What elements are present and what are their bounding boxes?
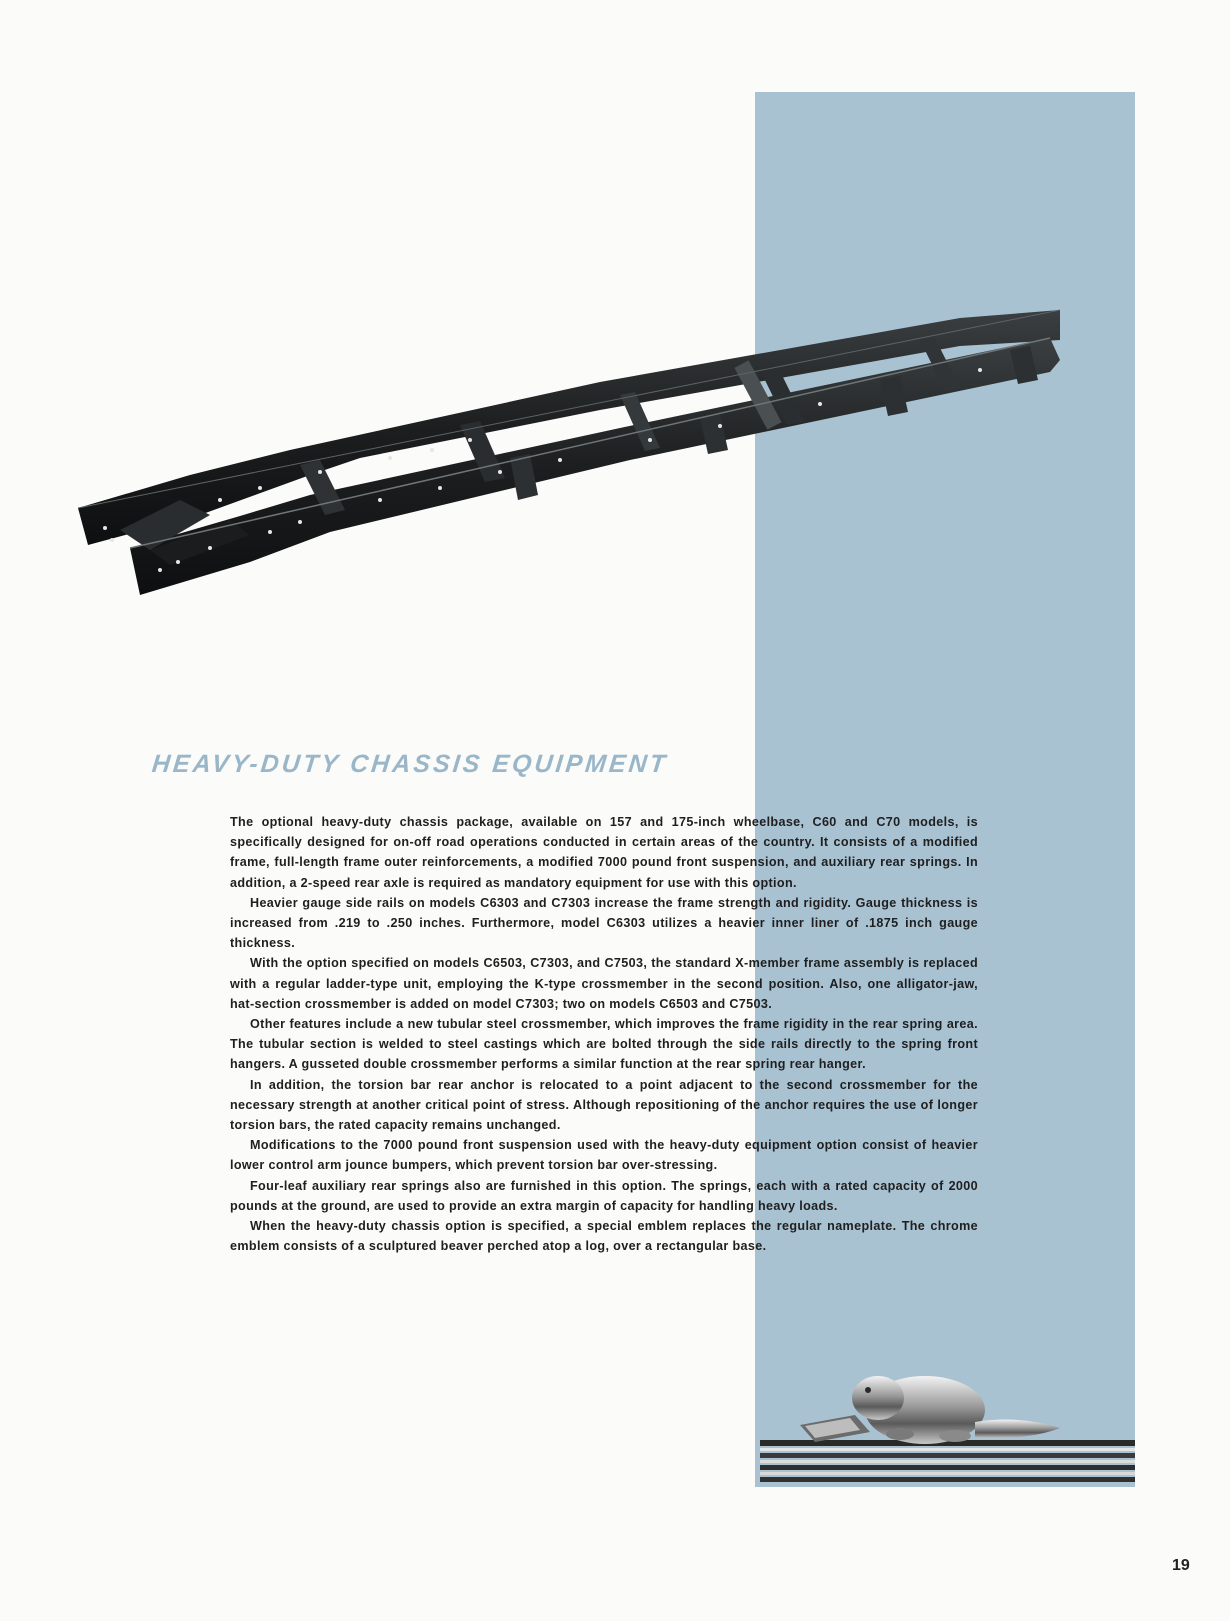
paragraph: Heavier gauge side rails on models C6303 and C7303 increase the frame strength and rigidity. Gauge thickness is increased from .219 to .250 inches. Furthermore, model C6303 utilizes a heavier inner liner of .1875 inch gauge thickness. [230,895,978,951]
paragraph: With the option specified on models C6503, C7303, and C7503, the standard X-member frame assembly is replaced with a regular ladder-type unit, employing the K-type crossmember in the second position. Also, one alligator-jaw, hat-section crossmember is added on model C7303; two on models C6503 and C7503. [230,956,978,1011]
truck-chassis-frame-icon [60,300,1120,630]
paragraph: In addition, the torsion bar rear anchor is relocated to a point adjacent to the second crossmember for the necessary strength at another critical point of stress. Although repositioning of the anchor requires the use of longer torsion bars, the rated capacity remains unchanged. [230,1077,978,1133]
paragraph: When the heavy-duty chassis option is specified, a special emblem replaces the regular nameplate. The chrome emblem consists of a sculptured beaver perched atop a log, over a rectangular base. [230,1219,978,1254]
paragraph: Four-leaf auxiliary rear springs also are furnished in this option. The springs, each with a rated capacity of 2000 pounds at the ground, are used to provide an extra margin of capacity for handling heavy loads. [230,1178,978,1213]
paragraph: The optional heavy-duty chassis package, available on 157 and 175-inch wheelbase, C60 and C70 models, is specifically designed for on-off road operations conducted in certain areas of the country. It consists of a modified frame, full-length frame outer reinforcements, a modified 7000 pound front suspension, and auxiliary rear springs. In addition, a 2-speed rear axle is required as mandatory equipment for use with this option. [230,815,978,890]
paragraph: Modifications to the 7000 pound front suspension used with the heavy-duty equipment option consist of heavier lower control arm jounce bumpers, which prevent torsion bar over-stressing. [230,1138,978,1173]
beaver-emblem-icon [760,1360,1135,1490]
paragraph: Other features include a new tubular steel crossmember, which improves the frame rigidity in the rear spring area. The tubular section is welded to steel castings which are bolted through the side rails directly to the spring front hangers. A gusseted double crossmember performs a similar function at the rear spring rear hanger. [230,1017,978,1072]
page-title: HEAVY-DUTY CHASSIS EQUIPMENT [150,750,670,778]
body-text [230,812,978,1256]
page-number: 19 [1172,1557,1190,1574]
